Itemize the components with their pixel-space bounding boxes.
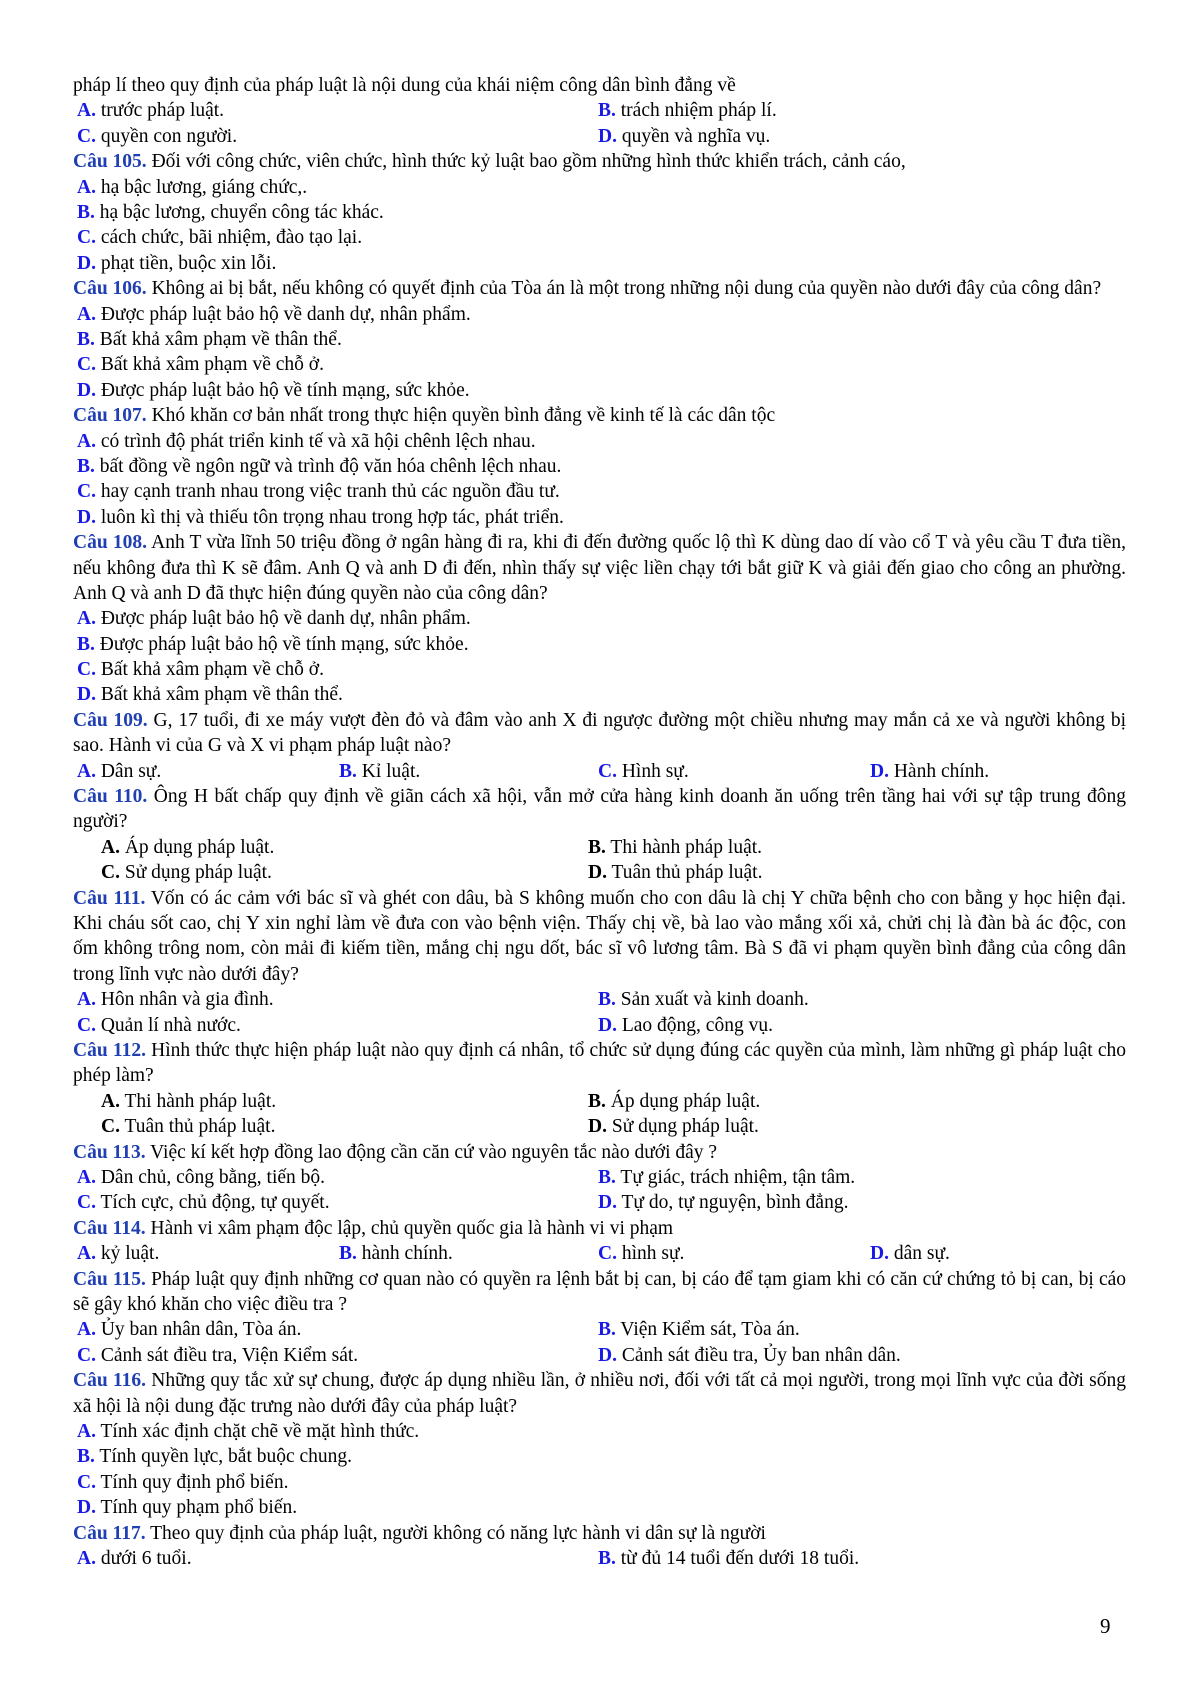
option-a — [77, 1419, 419, 1444]
option-row — [73, 251, 1126, 276]
option-text: quyền con người. — [100, 125, 238, 147]
option-text: cách chức, bãi nhiệm, đào tạo lại. — [100, 227, 363, 249]
option-row — [73, 479, 1126, 504]
question-number: Câu 109. — [73, 709, 148, 731]
option-c — [77, 225, 362, 250]
option-text: Tuân thủ pháp luật. — [124, 1116, 276, 1138]
option-key: C. — [77, 354, 96, 376]
option-text: Dân chủ, công bằng, tiến bộ. — [100, 1167, 326, 1189]
exam-page — [73, 73, 1126, 1571]
option-key: C. — [77, 1014, 96, 1036]
question-112 — [73, 1038, 1126, 1089]
option-key: C. — [77, 1471, 96, 1493]
option-b — [598, 1165, 855, 1190]
question-106 — [73, 276, 1126, 301]
option-key: D. — [77, 379, 96, 401]
option-text: Bất khả xâm phạm về chỗ ở. — [100, 659, 324, 681]
option-text: Tự do, tự nguyện, bình đẳng. — [621, 1192, 849, 1214]
option-text: Sử dụng pháp luật. — [611, 1116, 759, 1138]
option-text: Thi hành pháp luật. — [610, 836, 763, 858]
option-text: Viện Kiểm sát, Tòa án. — [620, 1319, 800, 1341]
option-row — [73, 327, 1126, 352]
option-text: Áp dụng pháp luật. — [610, 1090, 761, 1112]
option-a — [77, 1241, 159, 1266]
option-key: B. — [77, 1446, 95, 1468]
option-text: hay cạnh tranh nhau trong việc tranh thủ các nguồn đầu tư. — [100, 481, 560, 503]
question-108 — [73, 530, 1126, 606]
option-row — [73, 835, 1126, 860]
question-115 — [73, 1267, 1126, 1318]
option-row — [73, 1089, 1126, 1114]
option-text: bất đồng về ngôn ngữ và trình độ văn hóa chênh lệch nhau. — [99, 455, 562, 477]
question-105 — [73, 149, 1126, 174]
option-d — [598, 1343, 901, 1368]
option-key: B. — [598, 989, 616, 1011]
question-number: Câu 106. — [73, 278, 147, 300]
option-d — [870, 759, 989, 784]
option-text: Tính xác định chặt chẽ về mặt hình thức. — [100, 1421, 420, 1443]
option-key: B. — [598, 100, 616, 122]
option-d — [870, 1241, 950, 1266]
option-a — [77, 987, 274, 1012]
option-text: Được pháp luật bảo hộ về tính mạng, sức khỏe. — [100, 379, 470, 401]
option-key: C. — [77, 1344, 96, 1366]
option-text: Cảnh sát điều tra, Ủy ban nhân dân. — [621, 1344, 901, 1366]
option-b — [598, 987, 809, 1012]
option-text: Thi hành pháp luật. — [124, 1090, 277, 1112]
option-row — [73, 225, 1126, 250]
option-a — [77, 759, 161, 784]
question-110 — [73, 784, 1126, 835]
question-text: Anh T vừa lĩnh 50 triệu đồng ở ngân hàng đi ra, khi đi đến đường quốc lộ thì K dùng dao dí vào cổ T và yêu cầu T đưa tiền, nếu không đưa thì K sẽ đâm. Anh Q và anh D đi đến, nhìn thấy sự việc liền chạy tới bắt giữ K và giải đến giao cho công an phường. Anh Q và anh D đã thực hiện đúng quyền nào của công dân? — [73, 532, 1126, 604]
option-c — [101, 860, 272, 885]
option-key: B. — [588, 836, 606, 858]
option-text: quyền và nghĩa vụ. — [621, 125, 771, 147]
option-row — [73, 759, 1126, 784]
option-key: C. — [77, 481, 96, 503]
option-key: A. — [77, 1167, 96, 1189]
option-text: Tích cực, chủ động, tự quyết. — [100, 1192, 330, 1214]
option-key: A. — [77, 176, 96, 198]
option-b — [598, 98, 777, 123]
option-d — [598, 124, 770, 149]
option-row — [73, 682, 1126, 707]
option-b — [588, 835, 762, 860]
option-a — [77, 1165, 325, 1190]
option-text: Sử dụng pháp luật. — [124, 862, 272, 884]
option-row — [73, 860, 1126, 885]
option-key: D. — [598, 1014, 617, 1036]
option-a — [77, 175, 307, 200]
question-text: Những quy tắc xử sự chung, được áp dụng nhiều lần, ở nhiều nơi, đối với tất cả mọi người, trong mọi lĩnh vực của đời sống xã hội là nội dung đặc trưng nào dưới đây của pháp luật? — [73, 1370, 1127, 1417]
option-row — [73, 1114, 1126, 1139]
option-text: Hành chính. — [893, 760, 990, 782]
question-116 — [73, 1368, 1126, 1419]
option-key: D. — [870, 1243, 889, 1265]
option-c — [77, 1190, 330, 1215]
option-text: Tính quyền lực, bắt buộc chung. — [99, 1446, 353, 1468]
option-a — [77, 606, 471, 631]
option-a — [101, 1089, 276, 1114]
option-key: C. — [77, 1192, 96, 1214]
option-text: dân sự. — [893, 1243, 950, 1265]
option-key: A. — [77, 100, 96, 122]
option-d — [77, 378, 470, 403]
option-row — [73, 1190, 1126, 1215]
option-row — [73, 302, 1126, 327]
option-key: B. — [77, 455, 95, 477]
option-key: C. — [77, 659, 96, 681]
option-row — [73, 1241, 1126, 1266]
option-key: B. — [588, 1090, 606, 1112]
option-row — [73, 352, 1126, 377]
option-c — [77, 479, 560, 504]
option-key: B. — [339, 760, 357, 782]
question-text: Hành vi xâm phạm độc lập, chủ quyền quốc gia là hành vi vi phạm — [150, 1217, 674, 1239]
option-a — [77, 98, 224, 123]
option-key: A. — [77, 1421, 96, 1443]
option-b — [339, 759, 420, 784]
option-d — [77, 682, 343, 707]
option-row — [73, 1165, 1126, 1190]
option-text: Quản lí nhà nước. — [100, 1014, 241, 1036]
option-row — [73, 378, 1126, 403]
question-number: Câu 105. — [73, 151, 147, 173]
option-text: Sản xuất và kinh doanh. — [620, 989, 809, 1011]
option-key: D. — [588, 862, 607, 884]
question-text: Việc kí kết hợp đồng lao động cần căn cứ vào nguyên tắc nào dưới đây ? — [150, 1141, 718, 1163]
option-text: hạ bậc lương, chuyển công tác khác. — [99, 201, 384, 223]
option-c — [77, 1013, 241, 1038]
option-b — [598, 1546, 859, 1571]
option-row — [73, 175, 1126, 200]
option-row — [73, 1317, 1126, 1342]
option-b — [77, 200, 384, 225]
question-number: Câu 113. — [73, 1141, 146, 1163]
question-109 — [73, 708, 1126, 759]
option-row — [73, 124, 1126, 149]
option-row — [73, 1470, 1126, 1495]
option-row — [73, 1343, 1126, 1368]
option-text: Áp dụng pháp luật. — [124, 836, 275, 858]
option-d — [77, 1495, 297, 1520]
option-text: luôn kì thị và thiếu tôn trọng nhau trong hợp tác, phát triển. — [100, 506, 564, 528]
option-key: B. — [339, 1243, 357, 1265]
question-number: Câu 107. — [73, 405, 147, 427]
option-row — [73, 429, 1126, 454]
option-c — [598, 1241, 684, 1266]
option-key: A. — [77, 1548, 96, 1570]
option-b — [598, 1317, 800, 1342]
option-b — [588, 1089, 760, 1114]
option-text: Tính quy định phổ biến. — [100, 1471, 289, 1493]
option-text: Được pháp luật bảo hộ về danh dự, nhân phẩm. — [100, 608, 471, 630]
option-text: Được pháp luật bảo hộ về danh dự, nhân phẩm. — [100, 303, 471, 325]
option-row — [73, 632, 1126, 657]
page-number: 9 — [1100, 1614, 1111, 1638]
question-text: G, 17 tuổi, đi xe máy vượt đèn đỏ và đâm vào anh X đi ngược đường một chiều nhưng may mắn cả xe và người không bị sao. Hành vi của G và X vi phạm pháp luật nào? — [73, 709, 1126, 757]
question-text: Theo quy định của pháp luật, người không có năng lực hành vi dân sự là người — [150, 1522, 766, 1544]
option-text: Lao động, công vụ. — [621, 1014, 773, 1036]
option-c — [77, 124, 237, 149]
option-d — [77, 505, 564, 530]
question-text: Vốn có ác cảm với bác sĩ và ghét con dâu, bà S không muốn cho con dâu là chị Y chữa bệnh cho con bằng y học hiện đại. Khi cháu sốt cao, chị Y xin nghỉ làm về đưa con vào bệnh viện. Thấy chị về, bà lao vào mắng xối xả, chửi chị là đàn bà ác độc, con ốm không trông nom, còn mải đi kiếm tiền, mắng chị ngu dốt, bác sĩ vô lương tâm. Bà S đã vi phạm quyền bình đẳng của công dân trong lĩnh vực nào dưới đây? — [73, 887, 1126, 985]
option-text: trách nhiệm pháp lí. — [620, 100, 777, 122]
option-row — [73, 1495, 1126, 1520]
option-key: D. — [77, 252, 96, 274]
option-key: A. — [77, 760, 96, 782]
question-text: Đối với công chức, viên chức, hình thức kỷ luật bao gồm những hình thức khiển trách, cảnh cáo, — [151, 151, 906, 173]
option-text: Hình sự. — [621, 760, 689, 782]
option-row — [73, 98, 1126, 123]
option-b — [77, 327, 342, 352]
option-key: A. — [77, 608, 96, 630]
question-text: Pháp luật quy định những cơ quan nào có quyền ra lệnh bắt bị can, bị cáo để tạm giam khi có căn cứ chứng tỏ bị can, bị cáo sẽ gây khó khăn cho việc điều tra ? — [73, 1268, 1127, 1316]
option-text: từ đủ 14 tuổi đến dưới 18 tuổi. — [620, 1548, 860, 1570]
option-row — [73, 657, 1126, 682]
option-row — [73, 606, 1126, 631]
option-text: hình sự. — [621, 1243, 685, 1265]
option-key: C. — [77, 227, 96, 249]
option-d — [588, 860, 762, 885]
option-d — [77, 251, 276, 276]
option-a — [77, 1546, 192, 1571]
option-key: C. — [598, 760, 617, 782]
option-text: có trình độ phát triển kinh tế và xã hội chênh lệch nhau. — [100, 430, 536, 452]
option-b — [77, 454, 561, 479]
option-key: D. — [598, 1192, 617, 1214]
question-number: Câu 111. — [73, 887, 146, 909]
question-text: Khó khăn cơ bản nhất trong thực hiện quyền bình đẳng về kinh tế là các dân tộc — [151, 405, 776, 427]
option-row — [73, 987, 1126, 1012]
option-row — [73, 1546, 1126, 1571]
option-key: C. — [77, 125, 96, 147]
option-c — [77, 352, 324, 377]
question-text: Ông H bất chấp quy định về giãn cách xã hội, vẫn mở cửa hàng kinh doanh ăn uống trên tầng hai với sự tập trung đông người? — [73, 786, 1127, 833]
question-107 — [73, 403, 1126, 428]
option-key: B. — [77, 633, 95, 655]
option-key: C. — [101, 1116, 120, 1138]
option-b — [77, 1444, 352, 1469]
option-key: D. — [77, 684, 96, 706]
question-113 — [73, 1140, 1126, 1165]
question-114 — [73, 1216, 1126, 1241]
option-text: Ủy ban nhân dân, Tòa án. — [100, 1319, 302, 1341]
option-a — [77, 429, 536, 454]
option-text: Bất khả xâm phạm về thân thể. — [100, 684, 343, 706]
option-b — [77, 632, 469, 657]
option-a — [77, 302, 471, 327]
option-d — [598, 1013, 773, 1038]
option-key: A. — [77, 1319, 96, 1341]
option-text: Hôn nhân và gia đình. — [100, 989, 274, 1011]
question-number: Câu 112. — [73, 1040, 146, 1062]
option-text: Cảnh sát điều tra, Viện Kiểm sát. — [100, 1344, 359, 1366]
option-c — [598, 759, 689, 784]
option-a — [101, 835, 274, 860]
option-row — [73, 505, 1126, 530]
option-key: D. — [77, 1497, 96, 1519]
question-number: Câu 114. — [73, 1217, 146, 1239]
option-text: trước pháp luật. — [100, 100, 225, 122]
option-text: Bất khả xâm phạm về thân thể. — [99, 328, 342, 350]
option-row — [73, 1419, 1126, 1444]
option-row — [73, 1444, 1126, 1469]
option-b — [339, 1241, 453, 1266]
option-row — [73, 200, 1126, 225]
option-key: A. — [77, 989, 96, 1011]
question-number: Câu 115. — [73, 1268, 146, 1290]
option-text: Tính quy phạm phổ biến. — [100, 1497, 298, 1519]
question-text: Không ai bị bắt, nếu không có quyết định của Tòa án là một trong những nội dung của quyền nào dưới đây của công dân? — [151, 278, 1102, 300]
option-text: Dân sự. — [100, 760, 162, 782]
question-number: Câu 108. — [73, 532, 147, 554]
option-key: D. — [588, 1116, 607, 1138]
option-key: B. — [598, 1167, 616, 1189]
option-text: Kỉ luật. — [361, 760, 421, 782]
option-key: B. — [77, 201, 95, 223]
option-key: C. — [101, 862, 120, 884]
option-d — [598, 1190, 848, 1215]
option-key: A. — [101, 1090, 120, 1112]
question-stem-continuation: pháp lí theo quy định của pháp luật là nội dung của khái niệm công dân bình đẳng về — [73, 75, 736, 96]
option-text: Được pháp luật bảo hộ về tính mạng, sức khỏe. — [99, 633, 469, 655]
option-text: hạ bậc lương, giáng chức,. — [100, 176, 308, 198]
option-text: hành chính. — [361, 1243, 453, 1265]
option-row — [73, 454, 1126, 479]
option-text: Bất khả xâm phạm về chỗ ở. — [100, 354, 324, 376]
question-111 — [73, 886, 1126, 988]
option-key: D. — [870, 760, 889, 782]
option-text: Tuân thủ pháp luật. — [611, 862, 763, 884]
option-key: B. — [598, 1548, 616, 1570]
option-key: D. — [598, 125, 617, 147]
option-key: D. — [598, 1344, 617, 1366]
question-number: Câu 110. — [73, 786, 148, 808]
option-key: B. — [598, 1319, 616, 1341]
question-number: Câu 117. — [73, 1522, 146, 1544]
option-text: Tự giác, trách nhiệm, tận tâm. — [620, 1167, 856, 1189]
option-row — [73, 1013, 1126, 1038]
option-key: B. — [77, 328, 95, 350]
question-117 — [73, 1521, 1126, 1546]
option-key: A. — [77, 1243, 96, 1265]
option-key: A. — [77, 430, 96, 452]
option-d — [588, 1114, 759, 1139]
question-text: Hình thức thực hiện pháp luật nào quy định cá nhân, tổ chức sử dụng đúng các quyền của mình, làm những gì pháp luật cho phép làm? — [73, 1040, 1127, 1087]
option-c — [77, 657, 324, 682]
option-a — [77, 1317, 301, 1342]
option-text: dưới 6 tuổi. — [100, 1548, 192, 1570]
option-c — [77, 1343, 358, 1368]
option-key: A. — [77, 303, 96, 325]
option-c — [101, 1114, 275, 1139]
option-c — [77, 1470, 288, 1495]
option-text: kỷ luật. — [100, 1243, 160, 1265]
option-key: A. — [101, 836, 120, 858]
option-text: phạt tiền, buộc xin lỗi. — [100, 252, 277, 274]
option-key: C. — [598, 1243, 617, 1265]
question-number: Câu 116. — [73, 1370, 146, 1392]
option-key: D. — [77, 506, 96, 528]
